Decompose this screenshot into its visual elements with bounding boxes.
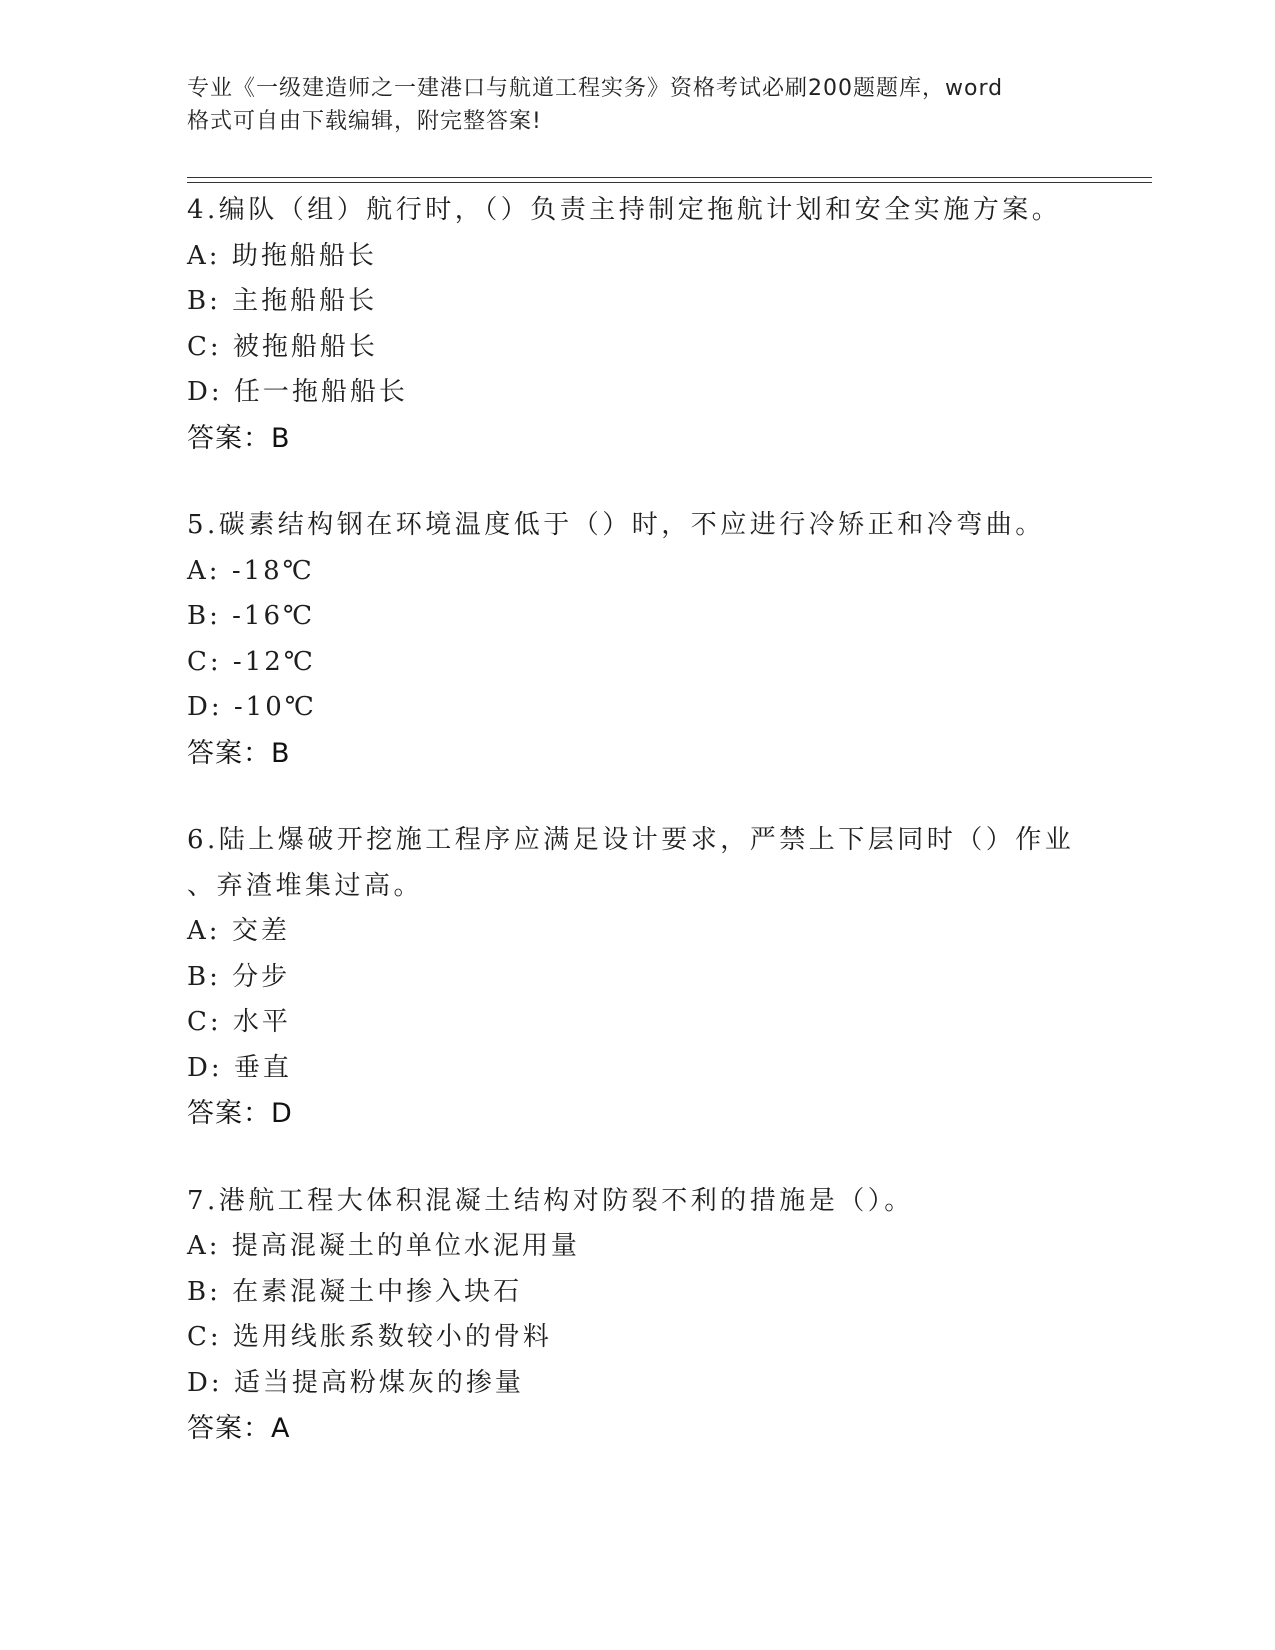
question-4: [187, 188, 1087, 461]
question-stem: 6.陆上爆破开挖施工程序应满足设计要求，严禁上下层同时（）作业 、弃渣堆集过高。: [187, 825, 1075, 901]
option-text: 分步: [232, 961, 291, 992]
document-header: [187, 72, 1077, 138]
question-stem: 4.编队（组）航行时，（）负责主持制定拖航计划和安全实施方案。: [187, 195, 1062, 225]
option-c: [187, 1315, 1087, 1361]
option-key: D:: [187, 1367, 223, 1398]
option-c: [187, 325, 1087, 371]
option-key: C:: [187, 646, 222, 677]
question-stem: 5.碳素结构钢在环境温度低于（）时，不应进行冷矫正和冷弯曲。: [187, 510, 1045, 540]
question-5: [187, 503, 1087, 776]
option-d: [187, 370, 1087, 416]
question-7: [187, 1179, 1087, 1452]
header-divider-bottom: [187, 182, 1152, 183]
option-key: D:: [187, 377, 223, 407]
option-text: 主拖船船长: [232, 286, 378, 316]
question-list: [187, 188, 1087, 1452]
option-text: -10℃: [233, 692, 317, 722]
question-6: [187, 818, 1087, 1137]
option-a: [187, 909, 1087, 955]
option-text: -18℃: [231, 555, 315, 586]
option-d: [187, 1361, 1087, 1407]
option-key: B:: [187, 961, 221, 992]
option-b: [187, 1270, 1087, 1316]
option-key: A:: [187, 1231, 221, 1261]
option-text: 被拖船船长: [232, 331, 378, 362]
option-text: -12℃: [232, 646, 316, 677]
option-text: 垂直: [233, 1052, 292, 1083]
option-key: B:: [187, 1276, 221, 1307]
header-line-1: 专业《一级建造师之一建港口与航道工程实务》资格考试必刷200题题库，word: [187, 76, 1004, 101]
option-key: C:: [187, 331, 222, 362]
option-d: [187, 1046, 1087, 1092]
answer-line: 答案：B: [187, 737, 291, 769]
answer-line: 答案：B: [187, 422, 291, 454]
answer-line: 答案：D: [187, 1098, 293, 1129]
option-text: 提高混凝土的单位水泥用量: [231, 1231, 580, 1261]
option-text: -16℃: [232, 601, 316, 631]
option-a: [187, 234, 1087, 280]
option-text: 选用线胀系数较小的骨料: [232, 1322, 552, 1352]
option-a: [187, 549, 1087, 595]
option-key: B:: [187, 286, 221, 316]
option-d: [187, 685, 1087, 731]
option-text: 适当提高粉煤灰的掺量: [233, 1367, 524, 1398]
option-key: C:: [187, 1007, 222, 1037]
option-c: [187, 1000, 1087, 1046]
option-text: 任一拖船船长: [233, 377, 408, 407]
option-text: 助拖船船长: [231, 240, 377, 271]
option-b: [187, 279, 1087, 325]
option-key: A:: [187, 916, 221, 946]
option-text: 交差: [231, 916, 290, 946]
option-b: [187, 594, 1087, 640]
option-key: D:: [187, 1052, 223, 1083]
option-b: [187, 955, 1087, 1001]
header-line-2: 格式可自由下载编辑，附完整答案!: [187, 109, 542, 134]
option-c: [187, 640, 1087, 686]
answer-line: 答案：A: [187, 1413, 291, 1444]
option-key: A:: [187, 555, 221, 586]
option-key: B:: [187, 601, 221, 631]
option-a: [187, 1224, 1087, 1270]
header-divider-top: [187, 177, 1152, 178]
option-text: 在素混凝土中掺入块石: [232, 1276, 523, 1307]
option-key: C:: [187, 1322, 222, 1352]
option-text: 水平: [232, 1007, 291, 1037]
question-stem: 7.港航工程大体积混凝土结构对防裂不利的措施是（）。: [187, 1185, 914, 1216]
option-key: D:: [187, 692, 223, 722]
option-key: A:: [187, 240, 221, 271]
